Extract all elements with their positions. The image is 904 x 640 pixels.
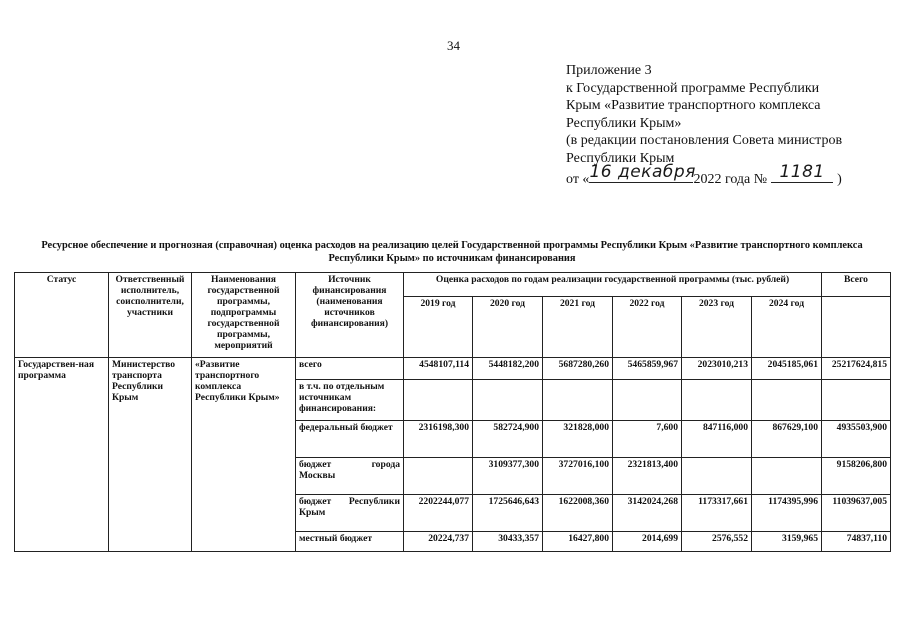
- header-executor: Ответственный исполнитель, соисполнители, участники: [109, 273, 192, 358]
- value-cell: 2576,552: [682, 532, 752, 552]
- value-cell: 3727016,100: [543, 458, 613, 495]
- value-cell: 5448182,200: [473, 358, 543, 380]
- value-cell: 847116,000: [682, 421, 752, 458]
- document-title: Ресурсное обеспечение и прогнозная (справочная) оценка расходов на реализацию целей Государственной программы Республики Крым «Развитие транспортного комплекса Республики Крым» по источникам финансирования: [41, 240, 863, 264]
- closing-paren: ): [837, 172, 842, 187]
- appendix-date-line: [566, 161, 886, 189]
- value-cell: 4548107,114: [404, 358, 473, 380]
- header-year: 2023 год: [682, 297, 752, 358]
- appendix-line: к Государственной программе Республики: [566, 80, 820, 96]
- value-cell: 30433,357: [473, 532, 543, 552]
- header-year: 2019 год: [404, 297, 473, 358]
- value-cell: 5465859,967: [613, 358, 682, 380]
- value-cell: 16427,800: [543, 532, 613, 552]
- program-cell: «Развитие транспортного комплекса Республики Крым»: [192, 358, 296, 552]
- value-cell: 3159,965: [752, 532, 822, 552]
- value-cell: 7,600: [613, 421, 682, 458]
- value-cell: 1173317,661: [682, 495, 752, 532]
- header-year: 2022 год: [613, 297, 682, 358]
- total-cell: 4935503,900: [822, 421, 891, 458]
- total-cell: 11039637,005: [822, 495, 891, 532]
- value-cell: 2316198,300: [404, 421, 473, 458]
- header-total: Всего: [822, 273, 891, 297]
- header-year: 2020 год: [473, 297, 543, 358]
- date-field: [589, 161, 696, 183]
- source-cell: федеральный бюджет: [296, 421, 404, 458]
- value-cell: 2045185,061: [752, 358, 822, 380]
- appendix-line: Республики Крым»: [566, 115, 682, 131]
- header-program: Наименования государственной программы, подпрограммы государственной программы, мероприятий: [192, 273, 296, 358]
- value-cell: 2321813,400: [613, 458, 682, 495]
- value-cell: [404, 458, 473, 495]
- handwritten-number: 1181: [779, 161, 825, 182]
- header-row: [15, 273, 891, 297]
- total-cell: 74837,110: [822, 532, 891, 552]
- source-cell: всего: [296, 358, 404, 380]
- handwritten-date: 16 декабря: [589, 161, 696, 182]
- value-cell: [543, 380, 613, 421]
- value-cell: 2023010,213: [682, 358, 752, 380]
- source-cell: бюджет города Москвы: [296, 458, 404, 495]
- date-prefix: от «: [566, 172, 590, 187]
- year-text: 2022 года №: [693, 172, 768, 187]
- status-cell: Государствен-ная программа: [15, 358, 109, 552]
- header-year: 2024 год: [752, 297, 822, 358]
- value-cell: 1174395,996: [752, 495, 822, 532]
- source-cell: бюджет Республики Крым: [296, 495, 404, 532]
- header-total-blank: [822, 297, 891, 358]
- page-number: 34: [447, 38, 460, 53]
- value-cell: 2014,699: [613, 532, 682, 552]
- value-cell: 5687280,260: [543, 358, 613, 380]
- executor-cell: Министерство транспорта Республики Крым: [109, 358, 192, 552]
- source-cell: в т.ч. по отдельным источникам финансирования:: [296, 380, 404, 421]
- table-row: [15, 358, 891, 380]
- value-cell: 3142024,268: [613, 495, 682, 532]
- value-cell: 867629,100: [752, 421, 822, 458]
- value-cell: [752, 458, 822, 495]
- value-cell: [613, 380, 682, 421]
- appendix-header: [566, 62, 886, 189]
- value-cell: [682, 380, 752, 421]
- funding-table: [14, 272, 891, 552]
- header-estimate: Оценка расходов по годам реализации государственной программы (тыс. рублей): [404, 273, 822, 297]
- value-cell: 20224,737: [404, 532, 473, 552]
- total-cell: 9158206,800: [822, 458, 891, 495]
- appendix-line: Приложение 3: [566, 63, 652, 78]
- value-cell: 582724,900: [473, 421, 543, 458]
- value-cell: [752, 380, 822, 421]
- header-status: Статус: [15, 273, 109, 358]
- value-cell: 321828,000: [543, 421, 613, 458]
- value-cell: [682, 458, 752, 495]
- appendix-line: Республики Крым: [566, 150, 675, 166]
- appendix-line: Крым «Развитие транспортного комплекса: [566, 98, 821, 113]
- value-cell: 1725646,643: [473, 495, 543, 532]
- header-source: Источник финансирования (наименования источников финансирования): [296, 273, 404, 358]
- source-cell: местный бюджет: [296, 532, 404, 552]
- header-year: 2021 год: [543, 297, 613, 358]
- total-cell: 25217624,815: [822, 358, 891, 380]
- number-field: [771, 161, 833, 183]
- value-cell: 1622008,360: [543, 495, 613, 532]
- value-cell: [473, 380, 543, 421]
- value-cell: 3109377,300: [473, 458, 543, 495]
- total-cell: [822, 380, 891, 421]
- value-cell: 2202244,077: [404, 495, 473, 532]
- value-cell: [404, 380, 473, 421]
- appendix-line: (в редакции постановления Совета министров: [566, 133, 843, 148]
